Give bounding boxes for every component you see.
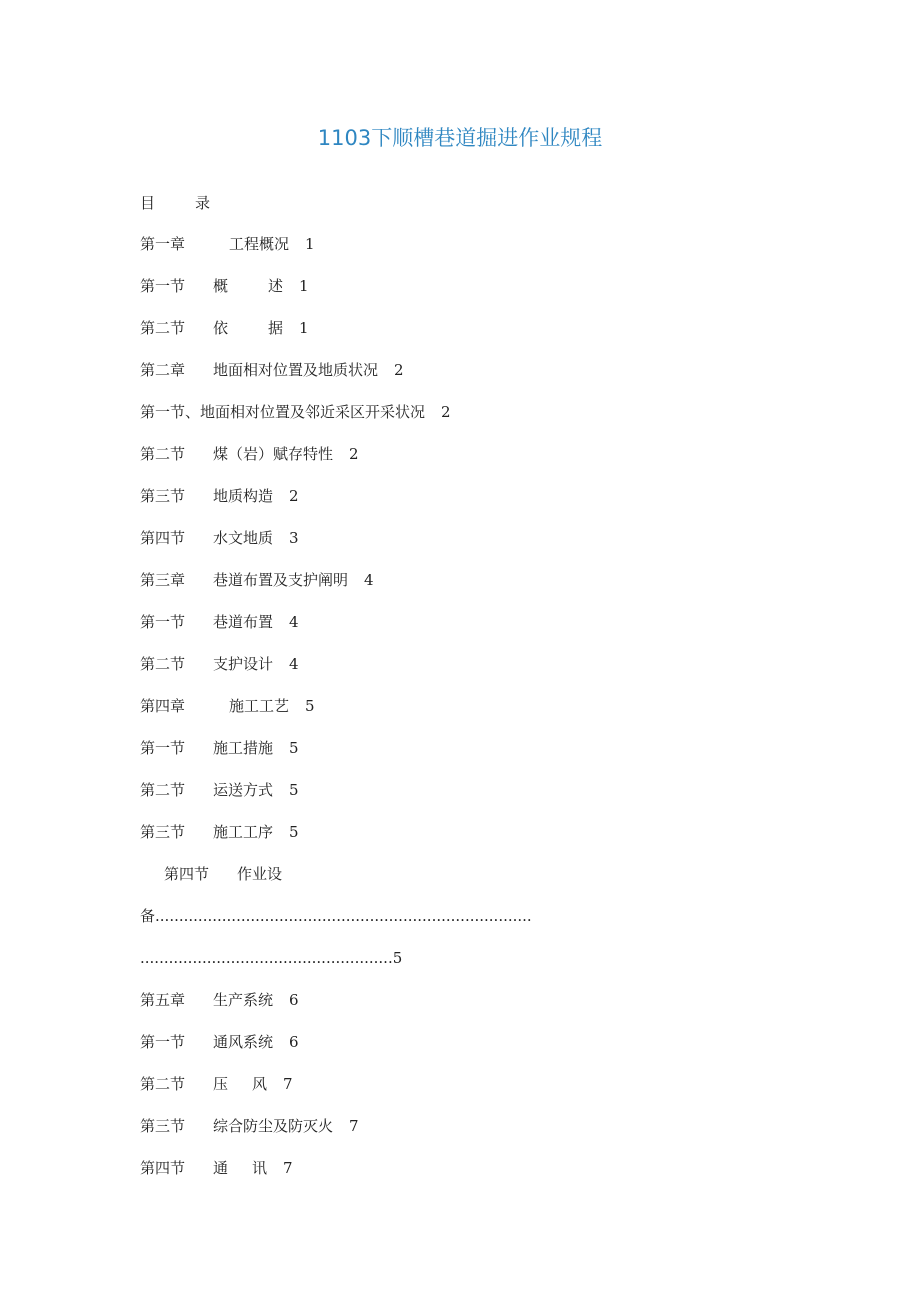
toc-entry-text: 巷道布置 [213,613,274,631]
dot-leader-2: ..................................................... [140,949,393,967]
toc-entry[interactable] [140,360,800,402]
toc-entry-text: 煤（岩）赋存特性 [213,445,334,463]
toc-entry-label: 第一章 [140,235,186,253]
toc-entry-label: 第三节 [140,487,186,505]
toc-entry-text: 依 据 [213,319,284,337]
toc-entry-label: 第二节 [140,781,186,799]
toc-entry-text: 通 讯 [213,1159,268,1177]
toc-entry-page: 4 [289,655,299,673]
toc-entry[interactable] [140,570,800,612]
toc-entry-text: 工程概况 [229,235,290,253]
toc-entry-label: 第四节 [164,865,210,883]
toc-entry-label: 第一节 [140,277,186,295]
toc-entry[interactable] [140,444,800,486]
toc-entry-text: 支护设计 [213,655,274,673]
toc-entry[interactable] [140,654,800,696]
toc-entry-text: 概 述 [213,277,284,295]
toc-entry-label: 第二节 [140,319,186,337]
toc-entry[interactable] [140,402,800,444]
toc-entry-text: 施工工艺 [229,697,290,715]
dot-leader-1: ............................................................................... [155,907,532,925]
toc-entry[interactable] [140,1158,800,1200]
toc-entry-text: 巷道布置及支护阐明 [213,571,349,589]
toc-entry[interactable] [140,1032,800,1074]
toc-entry-label: 第三节 [140,823,186,841]
toc-entry-page: 5 [289,823,299,841]
toc-entry-page: 2 [441,403,451,421]
toc-entry-label: 第三章 [140,571,186,589]
toc-entry-label: 第五章 [140,991,186,1009]
toc-entry[interactable] [140,1074,800,1116]
toc-entry-page: 5 [289,739,299,757]
toc-entry-page: 1 [299,319,309,337]
toc-entry-label: 第二节 [140,655,186,673]
toc-entry-label: 第一节 [140,739,186,757]
document-title: 1103下顺槽巷道掘进作业规程 [317,126,603,150]
toc-dot-leader [140,948,580,990]
toc-entry-page: 2 [349,445,359,463]
toc-entry[interactable] [140,990,800,1032]
toc-entry-page: 2 [394,361,404,379]
toc-entry-page: 7 [283,1075,293,1093]
toc-entry-text: 压 风 [213,1075,268,1093]
toc-heading-right: 录 [195,194,211,212]
table-of-contents [140,234,800,1200]
toc-entry[interactable] [140,696,800,738]
toc-entry-text: 施工工序 [213,823,274,841]
toc-entry-page: 2 [289,487,299,505]
toc-entry-text-cont: 备 [140,907,156,925]
toc-entry-text: 作业设 [237,865,283,883]
toc-entry-page: 5 [289,781,299,799]
toc-entry-label: 第二节 [140,445,186,463]
toc-entry[interactable] [140,528,800,570]
toc-entry-page: 1 [305,235,315,253]
toc-entry-text: 地面相对位置及地质状况 [213,361,379,379]
toc-entry[interactable] [140,822,800,864]
toc-entry-page: 5 [305,697,315,715]
toc-entry-page: 4 [364,571,374,589]
toc-entry[interactable] [140,276,800,318]
toc-entry-label: 第二节 [140,1075,186,1093]
toc-entry-page: 4 [289,613,299,631]
toc-dot-leader [140,906,788,948]
toc-entry-page: 6 [289,991,299,1009]
toc-entry-label: 第四节 [140,529,186,547]
toc-entry[interactable] [140,612,800,654]
toc-entry-page: 7 [283,1159,293,1177]
toc-entry-page: 6 [289,1033,299,1051]
toc-entry-page: 3 [289,529,299,547]
toc-entry-label: 第一节 [140,1033,186,1051]
toc-heading [140,192,210,213]
toc-entry-label: 第二章 [140,361,186,379]
toc-entry-label: 第三节 [140,1117,186,1135]
toc-entry-split[interactable] [140,864,800,906]
toc-entry-text: 水文地质 [213,529,274,547]
toc-entry-page: 5 [392,949,403,967]
toc-entry-label: 第四节 [140,1159,186,1177]
toc-entry-text: 第一节、地面相对位置及邻近采区开采状况 [140,403,426,421]
toc-entry-text: 施工措施 [213,739,274,757]
toc-entry-text: 综合防尘及防灭火 [213,1117,334,1135]
toc-entry-page: 1 [299,277,309,295]
toc-entry[interactable] [140,486,800,528]
toc-entry[interactable] [140,738,800,780]
toc-entry-page: 7 [349,1117,359,1135]
toc-entry-label: 第一节 [140,613,186,631]
toc-entry[interactable] [140,1116,800,1158]
toc-entry-text: 生产系统 [213,991,274,1009]
toc-heading-left: 目 [140,194,156,212]
toc-entry[interactable] [140,234,800,276]
toc-entry-text: 地质构造 [213,487,274,505]
toc-entry-text: 通风系统 [213,1033,274,1051]
toc-entry-label: 第四章 [140,697,186,715]
toc-entry[interactable] [140,318,800,360]
toc-entry-text: 运送方式 [213,781,274,799]
toc-entry[interactable] [140,780,800,822]
